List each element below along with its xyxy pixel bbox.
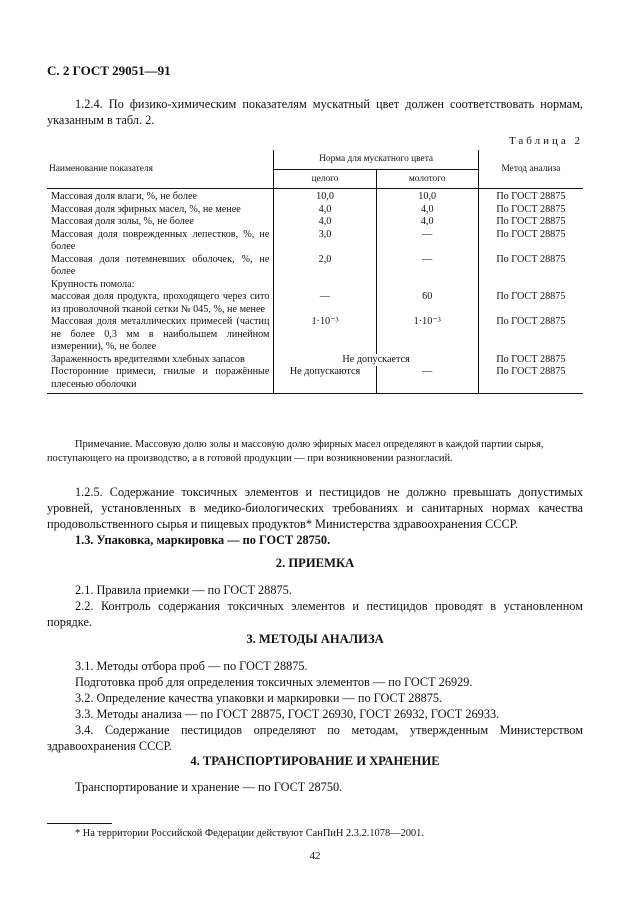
paragraph-3-1: 3.1. Методы отбора проб — по ГОСТ 28875. — [75, 659, 308, 673]
table-row — [47, 279, 583, 292]
paragraph-3-4: 3.4. Содержание пестицидов определяют по методам, утвержденным Министерством здравоохранения СССР. — [47, 723, 583, 753]
row-method: По ГОСТ 28875 — [478, 354, 583, 367]
row-method: По ГОСТ 28875 — [478, 229, 583, 254]
section-3-title: 3. МЕТОДЫ АНАЛИЗА — [246, 632, 384, 646]
row-ground — [376, 279, 478, 292]
footnote-rule — [47, 823, 112, 824]
row-ground: — — [376, 229, 478, 254]
row-ground: 4,0 — [376, 204, 478, 217]
row-name: массовая доля продукта, проходящего через сито из проволочной тканой сетки № 045, %, не менее — [51, 291, 270, 315]
row-method: По ГОСТ 28875 — [478, 189, 583, 204]
row-whole: 2,0 — [274, 254, 376, 279]
row-norm-merged: Не допускается — [274, 354, 478, 367]
page-header: С. 2 ГОСТ 29051—91 — [47, 63, 171, 78]
row-whole: 10,0 — [274, 189, 376, 204]
paragraph-1-2-5: 1.2.5. Содержание токсичных элементов и пестицидов не должно превышать допустимых уровней, установленных в медико-биологических требованиях и санитарных нормах качества продовольственного сырья и пищевых продуктов* Министерства здравоохранения СССР. — [47, 485, 583, 531]
row-method: По ГОСТ 28875 — [478, 316, 583, 354]
paragraph-4: Транспортирование и хранение — по ГОСТ 28750. — [75, 780, 343, 794]
col-header-whole: целого — [274, 169, 376, 189]
paragraph-2-2: 2.2. Контроль содержания токсичных элементов и пестицидов проводят в установленном порядке. — [47, 599, 583, 629]
table-row — [47, 354, 583, 367]
row-name: Массовая доля влаги, %, не более — [51, 191, 197, 202]
row-name: Массовая доля поврежденных лепестков, %, не более — [51, 228, 270, 252]
row-method: По ГОСТ 28875 — [478, 291, 583, 316]
row-name: Массовая доля эфирных масел, %, не менее — [51, 203, 241, 215]
row-method: По ГОСТ 28875 — [478, 216, 583, 229]
row-whole — [274, 279, 376, 292]
table-note: Примечание. Массовую долю золы и массовую долю эфирных масел определяют в каждой партии сырья, поступающего на производство, а в готовой продукции — при возникновении разногласий. — [47, 439, 544, 464]
table-row — [47, 366, 583, 394]
row-method: По ГОСТ 28875 — [478, 366, 583, 394]
footnote: * На территории Российской Федерации действуют СанПиН 2.3.2.1078—2001. — [75, 828, 424, 839]
row-ground: 4,0 — [376, 216, 478, 229]
paragraph-2-1: 2.1. Правила приемки — по ГОСТ 28875. — [75, 583, 292, 597]
table-2 — [47, 150, 583, 394]
col-header-name: Наименование показателя — [47, 150, 274, 189]
row-ground: — — [376, 254, 478, 279]
row-name: Массовая доля золы, %, не более — [51, 216, 194, 227]
page-number: 42 — [309, 850, 321, 862]
row-name: Посторонние примеси, гнилые и поражённые плесенью оболочки — [47, 366, 274, 394]
table-row — [47, 254, 583, 279]
row-ground: 1·10⁻³ — [376, 316, 478, 354]
row-whole: 3,0 — [274, 229, 376, 254]
row-name: Крупность помола: — [51, 278, 135, 290]
table-row — [47, 216, 583, 229]
row-whole: 4,0 — [274, 216, 376, 229]
table-row — [47, 204, 583, 217]
paragraph-3-1-prep: Подготовка проб для определения токсичных элементов — по ГОСТ 26929. — [75, 675, 473, 689]
section-2-title: 2. ПРИЕМКА — [275, 556, 355, 570]
row-method: По ГОСТ 28875 — [478, 254, 583, 279]
row-name: Массовая доля металлических примесей (частиц не более 0,3 мм в наибольшем линейном измерении), %, не более — [51, 316, 270, 352]
table-row — [47, 189, 583, 204]
paragraph-3-3: 3.3. Методы анализа — по ГОСТ 28875, ГОСТ 26930, ГОСТ 26932, ГОСТ 26933. — [75, 707, 500, 721]
row-ground: 60 — [376, 291, 478, 316]
row-method — [478, 279, 583, 292]
row-method: По ГОСТ 28875 — [478, 204, 583, 217]
row-name: Массовая доля потемневших оболочек, %, не более — [51, 253, 270, 277]
col-header-method: Метод анализа — [478, 150, 583, 189]
row-whole: Не допускаются — [274, 366, 376, 394]
row-name: Зараженность вредителями хлебных запасов — [51, 353, 245, 365]
row-ground: 10,0 — [376, 189, 478, 204]
row-whole: — — [274, 291, 376, 316]
col-header-norm: Норма для мускатного цвета — [274, 150, 478, 169]
paragraph-1-3: 1.3. Упаковка, маркировка — по ГОСТ 28750. — [75, 533, 331, 547]
section-4-title: 4. ТРАНСПОРТИРОВАНИЕ И ХРАНЕНИЕ — [190, 754, 440, 768]
table-row — [47, 291, 583, 316]
col-header-ground: молотого — [376, 169, 478, 189]
table-caption: Таблица 2 — [508, 135, 583, 147]
row-whole: 1·10⁻³ — [274, 316, 376, 354]
table-row — [47, 316, 583, 354]
table-row — [47, 229, 583, 254]
paragraph-1-2-4: 1.2.4. По физико-химическим показателям мускатный цвет должен соответствовать нормам, указанным в табл. 2. — [47, 97, 583, 127]
row-ground: — — [376, 366, 478, 394]
row-whole: 4,0 — [274, 204, 376, 217]
paragraph-3-2: 3.2. Определение качества упаковки и маркировки — по ГОСТ 28875. — [75, 691, 443, 705]
